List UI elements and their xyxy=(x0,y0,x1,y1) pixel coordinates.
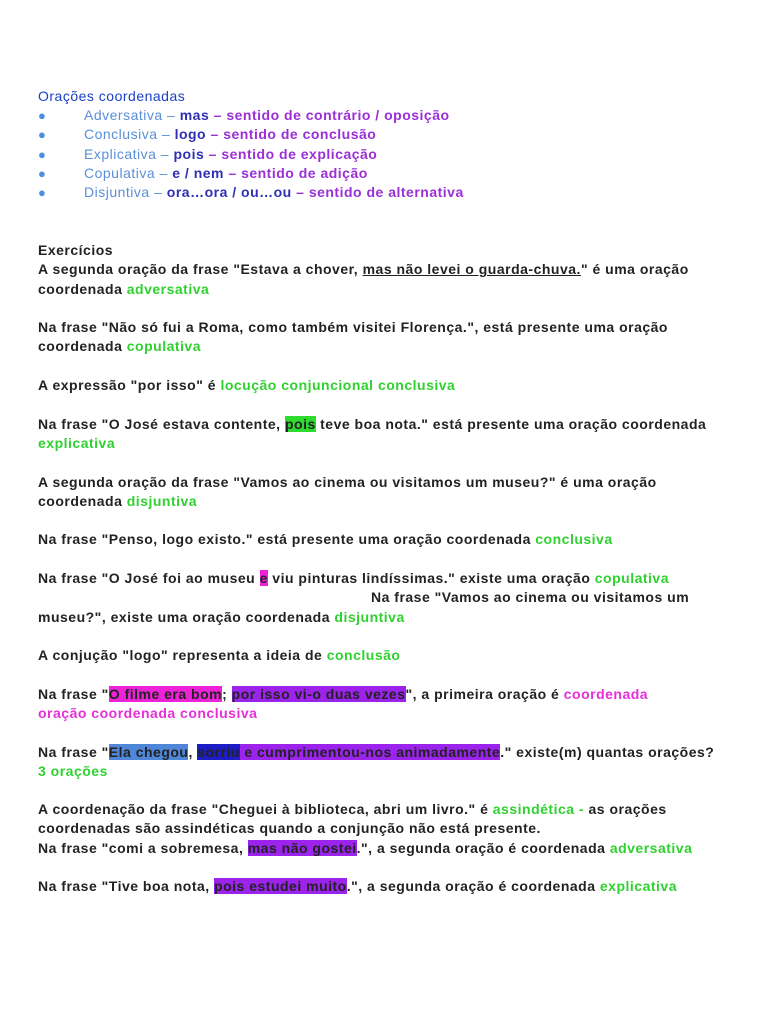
highlight-clause-2: sorriu xyxy=(197,744,240,760)
bullet-meaning: sentido de alternativa xyxy=(308,184,464,201)
bullet-icon: ● xyxy=(38,146,47,162)
answer: adversativa xyxy=(126,280,210,297)
underlined-clause: mas não levei o guarda-chuva. xyxy=(362,261,581,278)
exercise-12: Na frase "Tive boa nota, pois estudei muito.", a segunda oração é coordenada explicativa xyxy=(38,878,677,894)
answer: conclusão xyxy=(326,647,401,663)
highlight-clause-1: O filme era bom xyxy=(108,686,223,702)
highlight-clause-3: e cumprimentou-nos animadamente xyxy=(239,744,501,760)
bullet-conjunction: pois xyxy=(173,145,205,162)
exercise-10: Na frase "Ela chegou, sorriu e cumprimentou-nos animadamente." existe(m) quantas orações? 3 orações xyxy=(38,744,715,780)
bullet-item-conclusiva: ● Conclusiva – logo – sentido de conclusão xyxy=(38,126,377,143)
exercise-2: Na frase "Não só fui a Roma, como também visitei Florença.", está presente uma oração coordenada copulativa xyxy=(38,319,668,355)
bullet-conjunction: e / nem xyxy=(172,164,224,181)
bullet-type: Conclusiva xyxy=(84,126,158,143)
exercises-heading: Exercícios xyxy=(38,242,114,258)
bullet-conjunction: ora…ora / ou…ou xyxy=(166,184,292,201)
bullet-icon: ● xyxy=(38,165,47,181)
bullet-meaning: sentido de contrário / oposição xyxy=(226,107,450,123)
exercise-6: Na frase "Penso, logo existo." está presente uma oração coordenada conclusiva xyxy=(38,531,613,547)
bullet-item-copulativa: ● Copulativa – e / nem – sentido de adição xyxy=(38,164,368,181)
bullet-meaning: sentido de explicação xyxy=(221,145,378,162)
answer: explicativa xyxy=(599,878,677,894)
section-title: Orações coordenadas xyxy=(38,88,186,104)
bullet-item-disjuntiva: ● Disjuntiva – ora…ora / ou…ou – sentido de alternativa xyxy=(38,184,464,201)
exercise-9: Na frase "O filme era bom; por isso vi-o duas vezes", a primeira oração é coordenada oração coordenada conclusiva xyxy=(38,686,649,722)
exercise-7: Na frase "O José foi ao museu e viu pinturas lindíssimas." existe uma oração copulativa Na frase "Vamos ao cinema ou visitamos um museu?", existe uma oração coordenada disjuntiva xyxy=(38,570,690,625)
answer: disjuntiva xyxy=(126,493,198,510)
answer: assindética - xyxy=(492,801,585,817)
answer: oração coordenada conclusiva xyxy=(38,705,258,722)
answer: 3 orações xyxy=(38,763,108,780)
bullet-type: Adversativa xyxy=(84,107,163,123)
conjunction-list xyxy=(38,106,464,202)
answer: adversativa xyxy=(609,839,693,856)
bullet-icon: ● xyxy=(38,127,47,143)
highlight-conjunction: e xyxy=(259,570,268,586)
bullet-conjunction: logo xyxy=(174,126,207,143)
bullet-meaning: sentido de conclusão xyxy=(223,126,377,143)
highlight-clause: mas não gostei xyxy=(247,839,357,856)
bullet-type: Disjuntiva xyxy=(84,184,150,201)
exercise-11: A coordenação da frase "Cheguei à biblioteca, abri um livro." é assindética - as orações coordenadas são assindéticas quando a conjunção não está presente. Na frase "comi a sobremesa, mas não gostei.", a segunda oração é coordenada adversativa xyxy=(38,801,693,856)
answer: copulativa xyxy=(594,570,670,586)
exercise-8: A conjução "logo" representa a ideia de conclusão xyxy=(38,647,401,663)
answer: locução conjuncional conclusiva xyxy=(220,377,456,393)
highlight-clause: pois estudei muito xyxy=(214,878,347,894)
bullet-icon: ● xyxy=(38,108,47,123)
answer: explicativa xyxy=(38,435,116,452)
bullet-type: Copulativa xyxy=(84,164,156,181)
highlight-clause-2: por isso vi-o duas vezes xyxy=(231,686,406,702)
bullet-icon: ● xyxy=(38,185,47,201)
highlight-conjunction: pois xyxy=(284,416,316,432)
answer: copulativa xyxy=(126,338,201,355)
answer: coordenada xyxy=(563,686,649,702)
exercise-1: Exercícios A segunda oração da frase "Estava a chover, mas não levei o guarda-chuva." é uma oração coordenada adversativa xyxy=(38,241,738,299)
bullet-type: Explicativa xyxy=(84,145,157,162)
exercise-5: A segunda oração da frase "Vamos ao cinema ou visitamos um museu?" é uma oração coordenada disjuntiva xyxy=(38,474,657,510)
bullet-conjunction: mas xyxy=(179,107,210,123)
exercise-4: Na frase "O José estava contente, pois teve boa nota." está presente uma oração coordenada explicativa xyxy=(38,416,707,452)
answer: disjuntiva xyxy=(334,608,405,625)
bullet-item-explicativa: ● Explicativa – pois – sentido de explicação xyxy=(38,145,378,162)
bullet-item-adversativa: ● Adversativa – mas – sentido de contrário / oposição xyxy=(38,107,450,123)
exercise-3: A expressão "por isso" é locução conjuncional conclusiva xyxy=(38,377,456,393)
answer: conclusiva xyxy=(535,531,613,547)
bullet-meaning: sentido de adição xyxy=(241,164,368,181)
highlight-clause-1: Ela chegou xyxy=(108,744,189,760)
